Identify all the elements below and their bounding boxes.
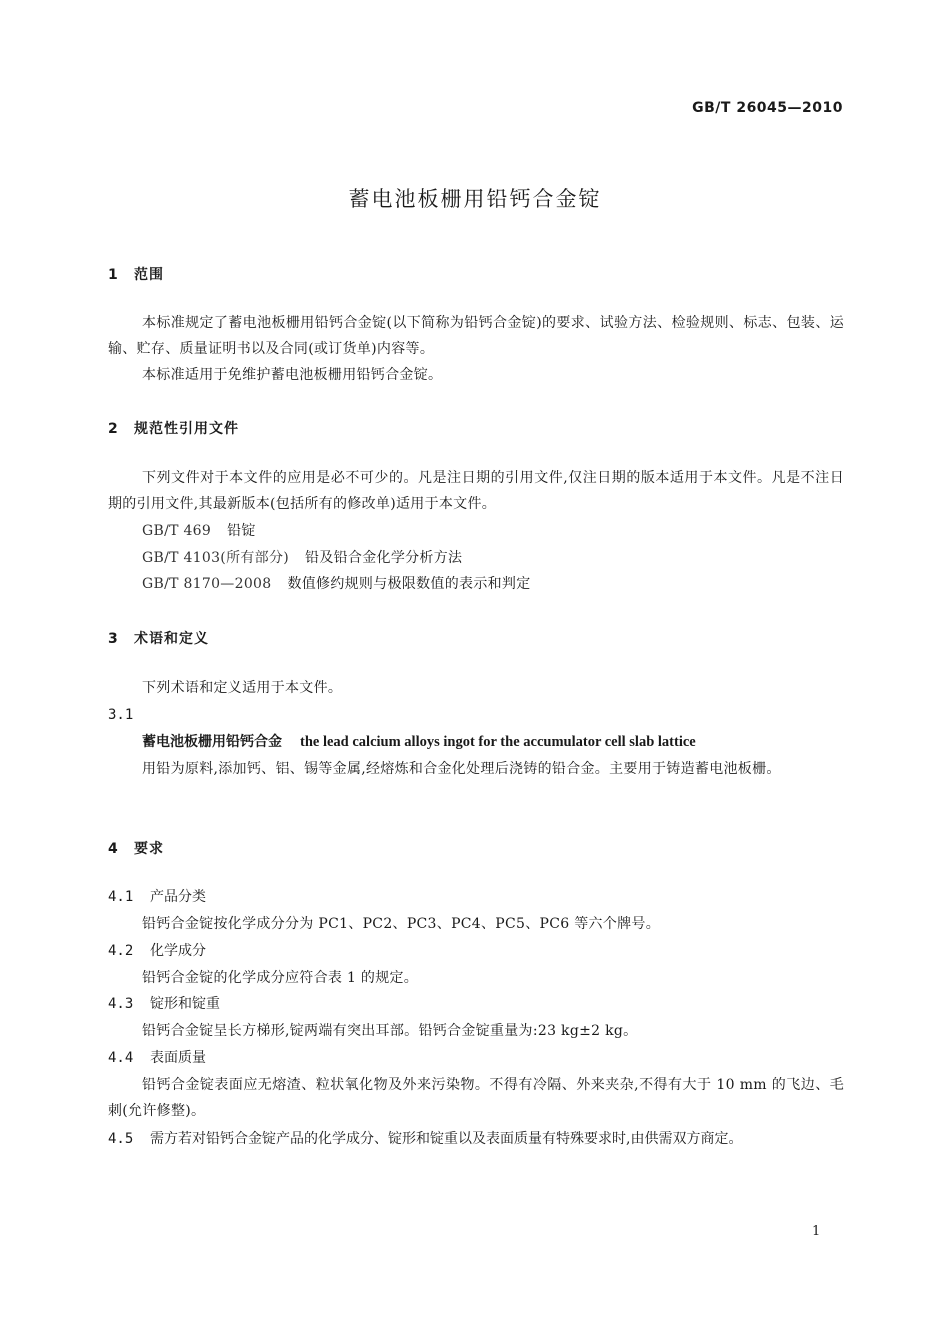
section-3-heading bbox=[108, 628, 209, 648]
subsection-number: 4.5 bbox=[108, 1131, 134, 1147]
reference-code: GB/T 4103(所有部分) bbox=[142, 550, 290, 566]
subsection-4-4-heading bbox=[108, 1045, 206, 1071]
section-1-paragraph-1: 本标准规定了蓄电池板栅用铅钙合金锭(以下简称为铅钙合金锭)的要求、试验方法、检验规则、标志、包装、运输、贮存、质量证明书以及合同(或订货单)内容等。 bbox=[108, 315, 844, 357]
section-4-heading bbox=[108, 838, 164, 858]
term-entry bbox=[142, 729, 696, 755]
section-title: 规范性引用文件 bbox=[134, 421, 239, 437]
reference-code: GB/T 8170—2008 bbox=[142, 576, 272, 592]
section-1-heading bbox=[108, 264, 164, 284]
subsection-4-2-heading bbox=[108, 938, 206, 964]
subsection-4-1-heading bbox=[108, 884, 206, 910]
reference-title: 铅及铅合金化学分析方法 bbox=[305, 550, 463, 566]
section-number: 4 bbox=[108, 841, 119, 857]
reference-code: GB/T 469 bbox=[142, 523, 212, 539]
reference-item bbox=[142, 518, 256, 544]
reference-item bbox=[142, 571, 531, 597]
reference-item bbox=[142, 545, 462, 571]
term-definition: 用铅为原料,添加钙、铝、锡等金属,经熔炼和合金化处理后浇铸的铅合金。主要用于铸造蓄电池板栅。 bbox=[142, 761, 781, 777]
subsection-number: 4.3 bbox=[108, 996, 134, 1012]
subsection-text: 需方若对铅钙合金锭产品的化学成分、锭形和锭重以及表面质量有特殊要求时,由供需双方商定。 bbox=[150, 1131, 743, 1147]
page-number: 1 bbox=[812, 1224, 821, 1239]
subsection-4-3-heading bbox=[108, 991, 220, 1017]
section-2-heading bbox=[108, 418, 239, 438]
section-number: 3 bbox=[108, 631, 119, 647]
subsection-title: 产品分类 bbox=[150, 889, 206, 905]
subsection-4-5 bbox=[108, 1126, 742, 1152]
section-title: 术语和定义 bbox=[134, 631, 209, 647]
subsection-number: 4.2 bbox=[108, 943, 134, 959]
section-1-paragraph-2: 本标准适用于免维护蓄电池板栅用铅钙合金锭。 bbox=[142, 367, 443, 383]
section-3-intro: 下列术语和定义适用于本文件。 bbox=[142, 680, 343, 696]
section-title: 范围 bbox=[134, 267, 164, 283]
reference-title: 数值修约规则与极限数值的表示和判定 bbox=[287, 576, 531, 592]
section-number: 1 bbox=[108, 267, 119, 283]
subsection-number: 4.1 bbox=[108, 889, 134, 905]
term-number: 3.1 bbox=[108, 707, 134, 723]
subsection-number: 4.4 bbox=[108, 1050, 134, 1066]
section-2-intro: 下列文件对于本文件的应用是必不可少的。凡是注日期的引用文件,仅注日期的版本适用于本文件。凡是不注日期的引用文件,其最新版本(包括所有的修改单)适用于本文件。 bbox=[108, 470, 844, 512]
document-title: 蓄电池板栅用铅钙合金锭 bbox=[348, 187, 602, 211]
reference-title: 铅锭 bbox=[227, 523, 256, 539]
standard-code: GB/T 26045—2010 bbox=[692, 100, 843, 116]
term-english: the lead calcium alloys ingot for the accumulator cell slab lattice bbox=[300, 734, 696, 750]
section-title: 要求 bbox=[134, 841, 164, 857]
subsection-4-4-text: 铅钙合金锭表面应无熔渣、粒状氧化物及外来污染物。不得有冷隔、外来夹杂,不得有大于 10 mm 的飞边、毛刺(允许修整)。 bbox=[108, 1077, 844, 1119]
subsection-title: 锭形和锭重 bbox=[150, 996, 220, 1012]
subsection-4-3-text: 铅钙合金锭呈长方梯形,锭两端有突出耳部。铅钙合金锭重量为:23 kg±2 kg。 bbox=[142, 1023, 638, 1039]
section-number: 2 bbox=[108, 421, 119, 437]
subsection-title: 表面质量 bbox=[150, 1050, 206, 1066]
term-chinese: 蓄电池板栅用铅钙合金 bbox=[142, 734, 282, 750]
subsection-title: 化学成分 bbox=[150, 943, 206, 959]
subsection-4-1-text: 铅钙合金锭按化学成分分为 PC1、PC2、PC3、PC4、PC5、PC6 等六个牌号。 bbox=[142, 916, 661, 932]
subsection-4-2-text: 铅钙合金锭的化学成分应符合表 1 的规定。 bbox=[142, 970, 419, 986]
